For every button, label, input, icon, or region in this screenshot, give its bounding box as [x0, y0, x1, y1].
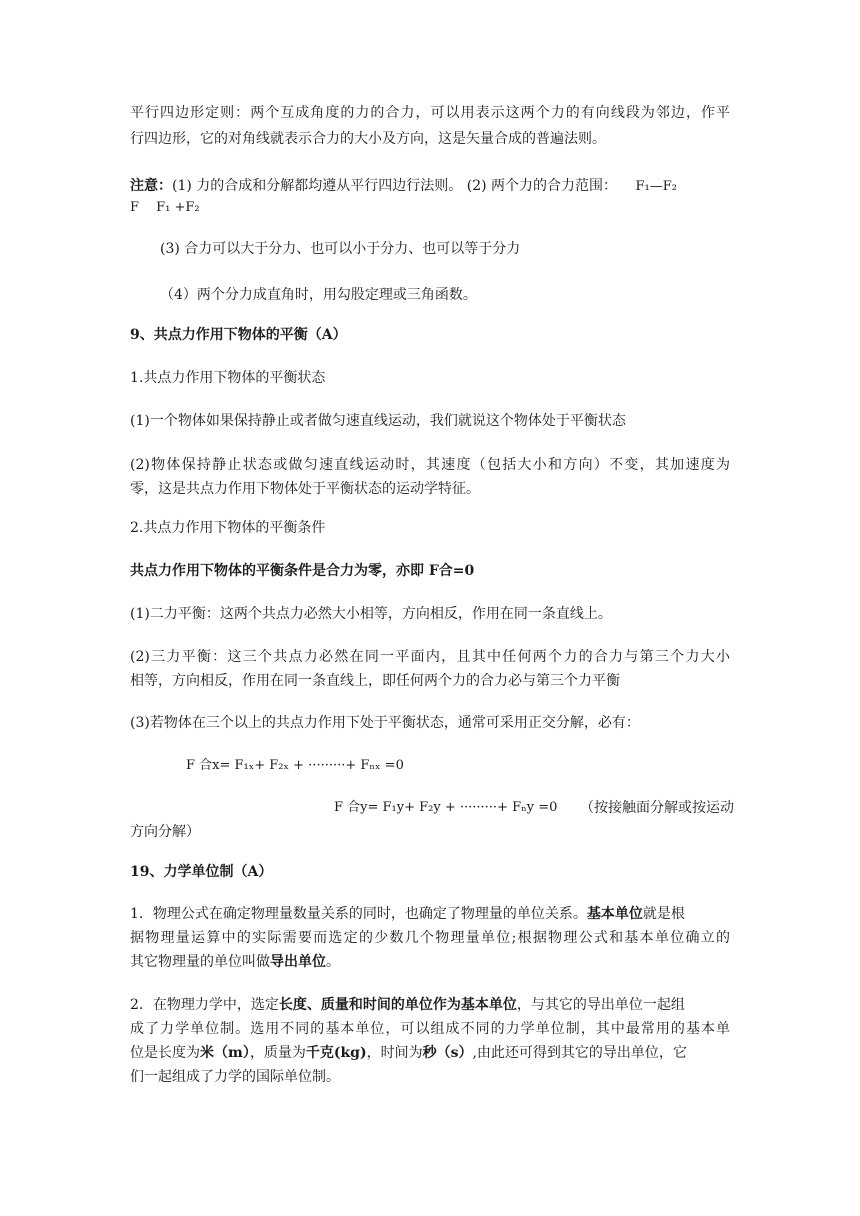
section-19-heading: 19、力学单位制（A） [130, 864, 273, 880]
units-p2-text-g: ,由此还可得到其它的导出单位，它 [472, 1045, 687, 1061]
section-9-p1: (1)一个物体如果保持静止或者做匀速直线运动，我们就说这个物体处于平衡状态 [130, 413, 626, 429]
equation-y-note: （按接触面分解或按运动 [580, 800, 734, 816]
units-p2-line-3 [130, 1042, 730, 1064]
units-p2-line-2: 成了力学单位制。选用不同的基本单位，可以组成不同的力学单位制，其中最常用的基本单 [130, 1021, 730, 1037]
equation-y: F 合y= F₁y+ F₂y + ·········+ Fₙy =0 [334, 800, 558, 815]
note-items-1-2: (1) 力的合成和分解都均遵从平行四边行法则。 (2) 两个力的合力范围： [172, 178, 618, 194]
orthogonal-decomposition: (3)若物体在三个以上的共点力作用下处于平衡状态，通常可采用正交分解，必有： [130, 715, 640, 731]
section-9-p2-line-1: (2)物体保持静止状态或做匀速直线运动时，其速度（包括大小和方向）不变，其加速度为 [130, 457, 730, 473]
units-p2-line-4: 们一起组成了力学的国际单位制。 [130, 1069, 340, 1085]
three-force-line-1: (2)三力平衡：这三个共点力必然在同一平面内，且其中任何两个力的合力与第三个力大小 [130, 649, 730, 665]
equation-y-note-cont: 方向分解） [130, 824, 200, 840]
units-p2-text-e: ，质量为 [249, 1045, 306, 1061]
note-line-1 [130, 175, 730, 198]
two-force-equilibrium: (1)二力平衡：这两个共点力必然大小相等，方向相反，作用在同一条直线上。 [130, 606, 612, 622]
units-p1-text-e: 。 [326, 954, 340, 970]
base-unit-term: 基本单位 [586, 906, 643, 922]
units-p2-text-f: ，时间为 [366, 1045, 423, 1061]
derived-unit-term: 导出单位 [270, 954, 326, 970]
note-item-4: （4）两个分力成直角时，用勾股定理或三角函数。 [160, 287, 477, 303]
equilibrium-condition: 共点力作用下物体的平衡条件是合力为零，亦即 F合=0 [130, 563, 475, 579]
base-units-definition: 长度、质量和时间的单位作为基本单位 [278, 997, 517, 1013]
unit-second: 秒（s） [422, 1045, 473, 1061]
units-p2-line-1 [130, 994, 730, 1016]
unit-meter: 米（m） [200, 1045, 250, 1061]
parallelogram-rule-line-1: 平行四边形定则：两个互成角度的力的合力，可以用表示这两个力的有向线段为邻边，作平 [130, 105, 730, 121]
note-line-2: F F₁ +F₂ [130, 200, 200, 215]
unit-kilogram: 千克(kg) [305, 1045, 367, 1061]
units-p1-line-2: 据物理量运算中的实际需要而选定的少数几个物理量单位;根据物理公式和基本单位确立的 [130, 930, 730, 946]
note-item-3: (3) 合力可以大于分力、也可以小于分力、也可以等于分力 [160, 241, 521, 257]
force-range-expr: F₁—F₂ [635, 179, 677, 194]
equation-x: F 合x= F₁ₓ+ F₂ₓ + ·········+ Fₙₓ =0 [186, 758, 404, 773]
parallelogram-rule-line-2: 行四边形，它的对角线就表示合力的大小及方向，这是矢量合成的普遍法则。 [130, 131, 606, 147]
three-force-line-2: 相等，方向相反，作用在同一条直线上，即任何两个力的合力必与第三个力平衡 [130, 673, 620, 689]
note-label: 注意： [130, 178, 172, 194]
section-9-sub-2: 2.共点力作用下物体的平衡条件 [130, 520, 326, 536]
section-9-heading: 9、共点力作用下物体的平衡（A） [130, 327, 347, 343]
units-p2-text-c: ，与其它的导出单位一起组 [516, 997, 685, 1013]
units-p1-text-a: 1．物理公式在确定物理量数量关系的同时，也确定了物理量的单位关系。 [130, 906, 587, 922]
units-p1-line-3 [130, 951, 730, 973]
units-p1-text-c: 就是根 [642, 906, 685, 922]
section-9-p2-line-2: 零，这是共点力作用下物体处于平衡状态的运动学特征。 [130, 481, 480, 497]
units-p1-line-1 [130, 903, 730, 925]
units-p1-text-d: 其它物理量的单位叫做 [130, 954, 270, 970]
units-p2-text-a: 2．在物理力学中，选定 [130, 997, 279, 1013]
units-p2-text-d: 位是长度为 [130, 1045, 200, 1061]
section-9-sub-1: 1.共点力作用下物体的平衡状态 [130, 370, 326, 386]
